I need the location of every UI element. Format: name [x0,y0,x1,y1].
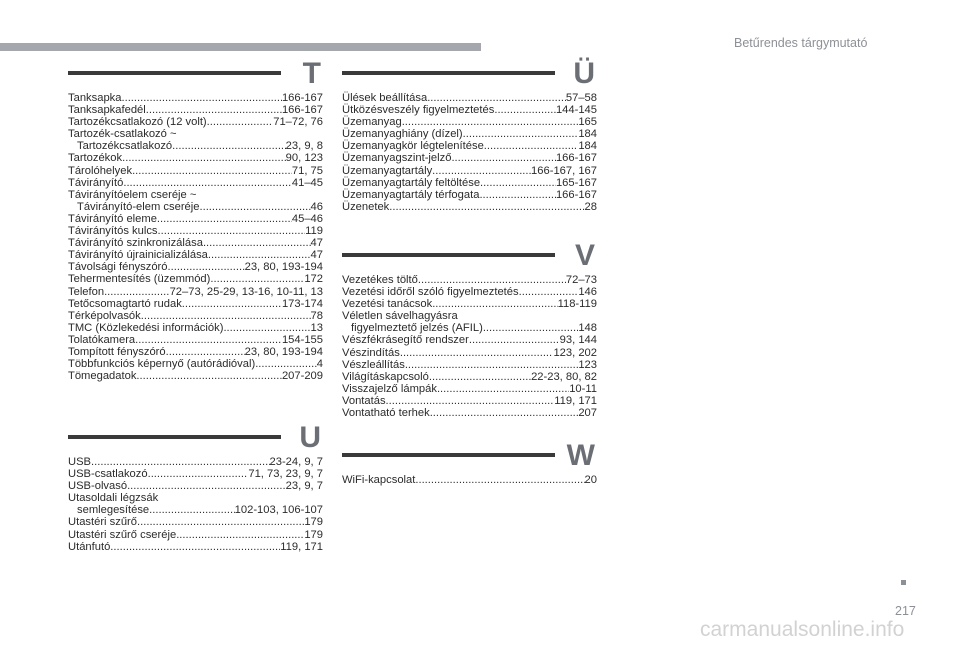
page-header-title: Betűrendes tárgymutató [734,36,868,50]
dot-leader [469,334,560,346]
index-entry-pages: 47 [310,237,323,250]
dot-leader [519,286,579,298]
index-entry-term: Tetőcsomagtartó rudak [68,297,182,310]
index-entry [342,359,597,371]
index-entry-term: USB-olvasó [68,480,128,493]
section-heading [342,240,597,272]
index-entry-pages: 93, 144 [559,334,597,347]
index-entry-term: Visszajelző lámpák [342,382,437,395]
dot-leader [483,322,579,334]
dot-leader [157,213,292,225]
index-entry [68,213,323,225]
page-dot-marker [901,580,906,585]
index-entry-pages: 166-167, 167 [531,164,597,177]
index-entry [68,322,323,334]
index-entry-pages: 45–46 [291,212,323,225]
dot-leader [437,383,569,395]
index-entry-term: Tanksapka [68,92,122,104]
index-entry [68,116,323,128]
index-entry [68,480,323,492]
dot-leader [122,152,286,164]
index-entry-term: Tömegadatok [68,370,137,383]
index-entry-term: USB [68,456,92,468]
index-entry [342,322,597,334]
index-entry-term: Vontatható terhek [342,407,430,420]
index-entry [342,104,597,116]
index-entry-pages: 23, 80, 193-194 [244,261,323,274]
index-entry [68,201,323,213]
index-entry-heading: Tartozék-csatlakozó ~ [68,128,177,141]
index-entry-pages: 172 [304,273,323,286]
index-entry-term: WiFi-kapcsolat [342,474,416,486]
index-entry [68,310,323,322]
index-entry-pages: 13 [310,321,323,334]
index-entry [68,504,323,516]
section-letter: Ü [573,57,595,90]
index-entry-pages: 47 [310,249,323,262]
index-entry-pages: 46 [310,200,323,213]
dot-leader [427,92,566,104]
index-entry-pages: 22-23, 80, 82 [531,370,597,383]
index-entry [68,346,323,358]
index-entry-term: figyelmeztető jelzés (AFIL) [351,322,483,335]
index-entry [68,261,323,273]
dot-leader [223,322,310,334]
index-entry-term: Vezetékes töltő [342,274,418,286]
dot-leader [136,370,282,382]
index-entry-pages: 90, 123 [285,152,323,165]
index-entry [342,177,597,189]
dot-leader [91,456,269,468]
index-entry [68,92,323,104]
index-entry-term: Távirányító-elem cseréje [77,200,200,213]
index-entry [342,189,597,201]
index-entry-term: Tehermentesítés (üzemmód) [68,273,211,286]
dot-leader [172,140,286,152]
index-entry [68,358,323,370]
index-entry-pages: 146 [578,286,597,299]
index-entry-term: Vezetési tanácsok [342,298,433,311]
dot-leader [389,201,584,213]
index-entry-pages: 165 [578,116,597,129]
index-entry [68,334,323,346]
index-section-v [342,240,597,419]
section-rule [342,453,555,457]
index-entry-pages: 123, 202 [553,346,597,359]
index-entry [342,334,597,346]
index-entry [68,237,323,249]
index-entry-term: Térképolvasók [68,309,141,322]
page-number: 217 [895,604,916,618]
section-heading [68,58,323,90]
index-entry-pages: 166-167 [555,152,597,165]
dot-leader [148,468,249,480]
index-entry-pages: 119, 171 [554,394,597,407]
index-entry [342,165,597,177]
index-entry [68,140,323,152]
index-entry-heading: Véletlen sávelhagyásra [342,310,458,323]
dot-leader [168,261,245,273]
index-entry-pages: 118-119 [557,298,597,311]
index-entry-term: Tanksapkafedél [68,104,146,117]
index-entry-term: Többfunkciós képernyő (autórádióval) [68,358,256,371]
index-entry [342,128,597,140]
index-entry [68,370,323,382]
dot-leader [149,504,235,516]
index-entry [342,116,597,128]
index-entry-pages: 148 [578,322,597,335]
index-entry-pages: 72–73, 25-29, 13-16, 10-11, 13 [169,285,323,298]
index-entry-term: Üzemanyagtartály feltöltése [342,176,481,189]
index-entry-pages: 10-11 [569,382,597,395]
dot-leader [415,474,584,486]
index-entry-pages: 166-167 [281,92,323,104]
dot-leader [430,407,579,419]
index-entry [68,516,323,528]
section-heading [342,58,597,90]
index-entry-heading: Utasoldali légzsák [68,492,159,505]
index-entry [342,371,597,383]
dot-leader [137,516,304,528]
index-entry-term: Üzemanyaghiány (dízel) [342,128,463,141]
index-entry-pages: 4 [316,358,323,371]
index-entry [68,468,323,480]
dot-leader [386,395,555,407]
index-entry-term: semlegesítése [77,504,150,517]
index-entry-pages: 78 [310,309,323,322]
section-letter: W [566,439,595,472]
dot-leader [104,286,169,298]
dot-leader [123,177,292,189]
dot-leader [418,274,566,286]
index-entry [342,474,597,486]
dot-leader [429,371,531,383]
dot-leader [208,249,311,261]
index-entry [342,92,597,104]
index-entry-pages: 72–73 [565,274,597,286]
index-entry-term: Tartozékcsatlakozó [77,140,173,153]
dot-leader [207,116,274,128]
dot-leader [176,529,304,541]
index-entry-term: Ütközésveszély figyelmeztetés [342,104,495,117]
dot-leader [203,237,311,249]
index-entry-pages: 207-209 [281,370,323,383]
dot-leader [135,334,282,346]
index-entry-term: Távirányító [68,176,124,189]
index-entry [342,201,597,213]
index-entry-term: Üzenetek [342,200,390,213]
index-entry [342,286,597,298]
section-rule [68,71,281,75]
index-entry-pages: 173-174 [281,297,323,310]
dot-leader [432,298,557,310]
watermark: carmanualsonline.info [700,618,905,641]
index-entry [342,395,597,407]
index-entry-pages: 20 [584,474,597,486]
index-entry-term: Vontatás [342,394,386,407]
index-entry-term: Vezetési időről szóló figyelmeztetés [342,286,519,299]
index-entry [68,249,323,261]
index-section-u-umlaut [342,58,597,213]
index-entry-pages: 179 [304,516,323,529]
dot-leader [463,128,579,140]
dot-leader [479,189,556,201]
index-entry-pages: 23, 80, 193-194 [244,345,323,358]
index-entry [342,152,597,164]
index-entry [68,529,323,541]
index-entry [68,456,323,468]
index-section-t [68,58,323,382]
index-entry-term: Ülések beállítása [342,92,428,104]
index-entry-pages: 71, 73, 23, 9, 7 [248,468,323,481]
index-entry-pages: 23, 9, 8 [285,140,323,153]
section-letter: U [299,421,321,454]
index-entry-term: Üzemanyagkör légtelenítése [342,140,484,153]
index-entry-pages: 144-145 [555,104,597,117]
index-entry-pages: 102-103, 106-107 [234,504,323,517]
index-entry [68,165,323,177]
index-section-u [68,422,323,553]
index-entry-term: Világításkapcsoló [342,370,429,383]
dot-leader [494,104,556,116]
dot-leader [182,298,282,310]
index-entry-term: Telefon [68,285,105,298]
index-entry-pages: 166-167 [555,188,597,201]
dot-leader [121,92,281,104]
dot-leader [480,177,556,189]
dot-leader [400,347,554,359]
index-entry [68,273,323,285]
index-entry-term: Üzemanyagszint-jelző [342,152,452,165]
dot-leader [141,310,311,322]
section-rule [342,253,555,257]
index-entry-pages: 71, 75 [291,164,323,177]
index-entry [342,383,597,395]
index-entry-term: Távirányító újrainicializálása [68,249,208,262]
index-entry [68,286,323,298]
index-entry-term: TMC (Közlekedési információk) [68,321,224,334]
index-entry-term: Tartozékok [68,152,123,165]
index-entry-term: Utánfutó [68,540,111,553]
index-entry-pages: 179 [304,528,323,541]
index-entry-pages: 184 [578,140,597,153]
index-entry-term: Távirányítós kulcs [68,225,158,238]
index-entry-pages: 165-167 [555,176,597,189]
dot-leader [402,116,579,128]
index-entry-term: Utastéri szűrő cseréje [68,528,177,541]
dot-leader [484,140,579,152]
index-entry-term: Vészleállítás [342,358,405,371]
index-entry-pages: 119, 171 [280,540,323,553]
index-entry-term: Üzemanyagtartály [342,164,433,177]
index-entry [68,541,323,553]
dot-leader [127,480,286,492]
index-entry-heading: Távirányítóelem cseréje ~ [68,188,197,201]
index-entry-term: Üzemanyagtartály térfogata [342,188,480,201]
index-entry [342,140,597,152]
section-letter: V [574,239,595,272]
index-entry [342,347,597,359]
index-entry-pages: 154-155 [281,333,323,346]
section-heading [342,440,597,472]
index-entry-term: Tárolóhelyek [68,164,133,177]
dot-leader [255,358,317,370]
section-letter: T [302,57,321,90]
index-entry [342,298,597,310]
index-entry-term: USB-csatlakozó [68,468,148,481]
index-entry-term: Tartozékcsatlakozó (12 volt) [68,116,207,129]
dot-leader [405,359,579,371]
dot-leader [451,152,556,164]
index-entry-term: Tompított fényszóró [68,345,166,358]
index-entry-term: Utastéri szűrő [68,516,138,529]
section-rule [342,71,555,75]
index-entry [342,407,597,419]
index-entry-pages: 23-24, 9, 7 [269,456,323,468]
index-entry-pages: 207 [578,407,597,420]
index-entry-term: Távirányító szinkronizálása [68,237,203,250]
header-bar [0,43,481,51]
index-entry [68,104,323,116]
index-entry-pages: 57–58 [565,92,597,104]
index-entry-pages: 41–45 [291,176,323,189]
section-heading [68,422,323,454]
index-entry-term: Távirányító eleme [68,212,157,225]
dot-leader [166,346,245,358]
index-entry-pages: 123 [578,358,597,371]
dot-leader [146,104,282,116]
index-entry-pages: 166-167 [281,104,323,117]
dot-leader [110,541,280,553]
index-entry-term: Vészindítás [342,346,400,359]
index-entry [68,225,323,237]
dot-leader [432,165,531,177]
index-entry [68,298,323,310]
index-entry-term: Üzemanyag [342,116,402,129]
index-entry-term: Vészfékrásegítő rendszer [342,334,469,347]
dot-leader [199,201,310,213]
index-entry-term: Távolsági fényszóró [68,261,168,274]
index-entry-pages: 28 [584,200,597,213]
index-entry-pages: 184 [578,128,597,141]
index-entry-pages: 23, 9, 7 [285,480,323,493]
section-rule [68,435,281,439]
index-entry-pages: 71–72, 76 [273,116,323,129]
dot-leader [210,273,304,285]
index-entry-term: Tolatókamera [68,333,136,346]
index-entry [68,177,323,189]
dot-leader [158,225,306,237]
index-entry [68,152,323,164]
index-entry-pages: 119 [305,225,323,238]
dot-leader [132,165,292,177]
index-section-w [342,440,597,486]
index-entry [342,274,597,286]
